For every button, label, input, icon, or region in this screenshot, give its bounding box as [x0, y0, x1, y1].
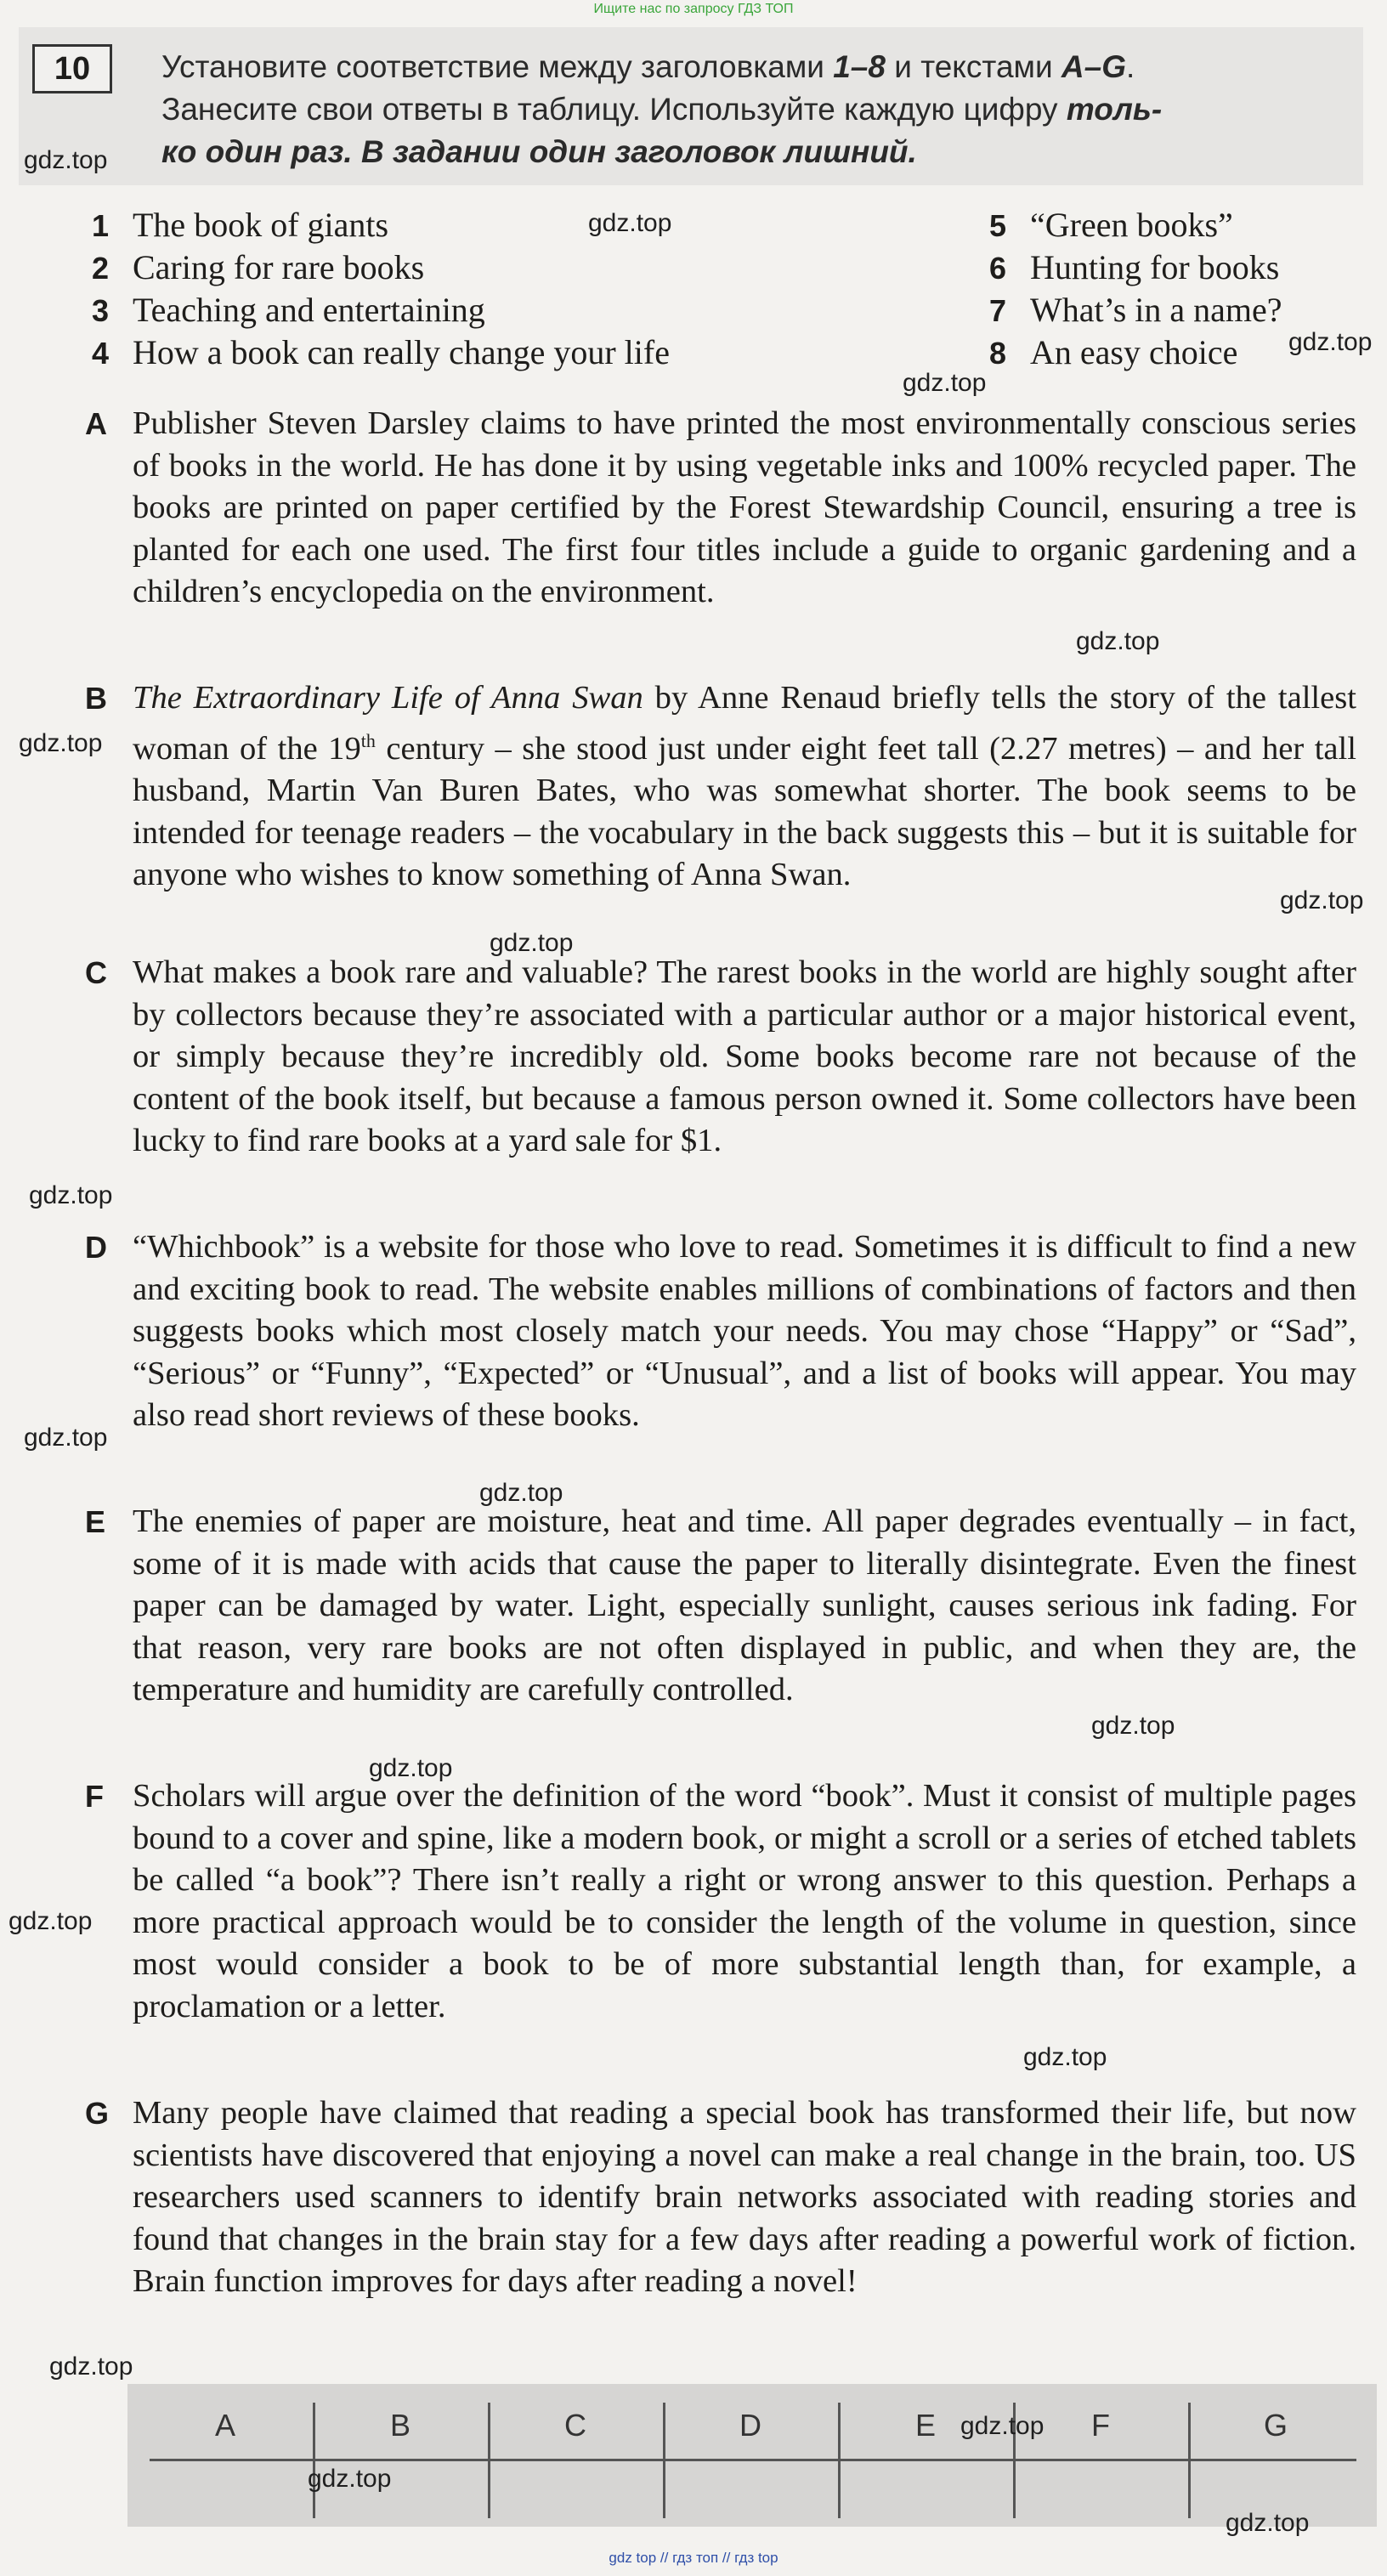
- watermark-gdz: gdz.top: [479, 1479, 563, 1507]
- answer-column-header: C: [564, 2408, 586, 2443]
- instruction-range: A–G: [1061, 49, 1126, 84]
- heading-text: An easy choice: [1030, 333, 1238, 371]
- heading-item: [92, 331, 670, 374]
- text-letter: B: [85, 681, 107, 716]
- heading-text: Caring for rare books: [133, 248, 425, 286]
- heading-number: 7: [989, 293, 1007, 328]
- text-letter: D: [85, 1230, 107, 1265]
- instruction-range: 1–8: [833, 49, 886, 84]
- instruction-part: и текстами: [885, 49, 1061, 84]
- text-letter: F: [85, 1779, 104, 1814]
- text-letter: G: [85, 2096, 110, 2131]
- answer-column-header: A: [214, 2408, 235, 2443]
- watermark-gdz: gdz.top: [1280, 886, 1364, 914]
- superscript: th: [360, 729, 376, 751]
- watermark-gdz: gdz.top: [588, 209, 672, 237]
- heading-text: What’s in a name?: [1030, 291, 1282, 329]
- heading-item: [92, 204, 388, 246]
- instruction-part: Установите соответствие между заголовками: [161, 49, 834, 84]
- heading-item: [92, 246, 424, 289]
- heading-number: 8: [989, 336, 1007, 371]
- answer-column-header: G: [1263, 2408, 1288, 2443]
- watermark-gdz: gdz.top: [369, 1754, 453, 1782]
- watermark-gdz: gdz.top: [1226, 2509, 1310, 2537]
- answer-table: [127, 2384, 1377, 2527]
- text-body: What makes a book rare and valuable? The rarest books in the world are highly sought after by collectors because they’re associated with a particular author or a major historical event, or simply because they’re incredibly old. Some books become rare not because of the content of the book itself, but because a famous person owned it. Some collectors have been lucky to find rare books at a yard sale for $1.: [133, 954, 1356, 1159]
- top-banner[interactable]: Ищите нас по запросу ГДЗ ТОП: [593, 2, 794, 16]
- text-body: Publisher Steven Darsley claims to have printed the most environmentally conscious series of books in the world. He has done it by using vegetable inks and 100% recycled paper. The books are printed on paper certified by the Forest Stewardship Council, ensuring a tree is planted for each one used. The first four titles include a guide to organic gardening and a children’s encyclopedia on the environment.: [133, 405, 1356, 610]
- instruction-bold: толь-: [1066, 92, 1163, 127]
- text-body: Many people have claimed that reading a special book has transformed their life, but now scientists have discovered that enjoying a novel can make a real change in the brain, too. US researchers used scanners to identify brain networks associated with reading stories and found that changes in the brain stay for a few days after reading a powerful work of fiction. Brain function improves for days after reading a novel!: [133, 2095, 1356, 2300]
- heading-number: 5: [989, 208, 1007, 243]
- footer-links[interactable]: gdz top // гдз топ // гдз top: [609, 2550, 778, 2566]
- heading-text: Hunting for books: [1030, 248, 1280, 286]
- text-body: [133, 677, 1356, 897]
- watermark-gdz: gdz.top: [903, 369, 987, 397]
- watermark-gdz: gdz.top: [1288, 328, 1373, 356]
- task-instruction: [161, 46, 1351, 173]
- instruction-bold: ко один раз. В задании один заголовок лишний.: [161, 134, 917, 169]
- heading-number: 4: [92, 336, 110, 371]
- heading-item: [989, 331, 1237, 374]
- watermark-gdz: gdz.top: [308, 2465, 392, 2493]
- heading-number: 3: [92, 293, 110, 328]
- text-letter: C: [85, 955, 107, 990]
- watermark-gdz: gdz.top: [24, 146, 108, 174]
- instruction-part: Занесите свои ответы в таблицу. Используйте каждую цифру: [161, 92, 1067, 127]
- heading-item: [92, 289, 485, 331]
- heading-number: 6: [989, 251, 1007, 286]
- heading-item: [989, 289, 1282, 331]
- heading-text: The book of giants: [133, 206, 389, 244]
- text-body: Scholars will argue over the definition of the word “book”. Must it consist of multiple pages bound to a cover and spine, like a modern book, or might a scroll or a series of etched tablets be called “a book”? There isn’t really a right or wrong answer to this question. Perhaps a more practical approach would be to consider the length of the volume in question, since most would consider a book to be of more substantial length than, for example, a proclamation or a letter.: [133, 1778, 1356, 2024]
- watermark-gdz: gdz.top: [19, 729, 103, 757]
- watermark-gdz: gdz.top: [490, 929, 574, 957]
- heading-number: 1: [92, 208, 110, 243]
- watermark-gdz: gdz.top: [1023, 2043, 1107, 2071]
- watermark-gdz: gdz.top: [1076, 627, 1160, 655]
- heading-number: 2: [92, 251, 110, 286]
- heading-text: “Green books”: [1030, 206, 1233, 244]
- heading-text: How a book can really change your life: [133, 333, 670, 371]
- text-part: century – she stood just under eight feet tall (2.27 metres) – and her tall husband, Martin Van Buren Bates, who was somewhat shorter. The book seems to be intended for teenage readers – the vocabulary in the back suggests this – but it is suitable for anyone who wishes to know something of Anna Swan.: [133, 730, 1356, 893]
- answer-table-divider: [150, 2459, 1356, 2461]
- watermark-gdz: gdz.top: [24, 1424, 108, 1452]
- heading-text: Teaching and entertaining: [133, 291, 485, 329]
- book-title: The Extraordinary Life of Anna Swan: [133, 680, 643, 716]
- watermark-gdz: gdz.top: [8, 1907, 93, 1935]
- watermark-gdz: gdz.top: [49, 2352, 133, 2381]
- text-body: The enemies of paper are moisture, heat and time. All paper degrades eventually – in fact, some of it is made with acids that cause the paper to literally disintegrate. Even the finest paper can be damaged by water. Light, especially sunlight, causes serious ink fading. For that reason, very rare books are not often displayed in public, and when they are, the temperature and humidity are carefully controlled.: [133, 1503, 1356, 1708]
- watermark-gdz: gdz.top: [29, 1181, 113, 1209]
- text-letter: E: [85, 1504, 106, 1539]
- text-letter: A: [85, 406, 107, 441]
- task-number: 10: [32, 44, 112, 93]
- instruction-part: .: [1125, 49, 1135, 84]
- answer-column-header: D: [739, 2408, 761, 2443]
- heading-item: [989, 246, 1279, 289]
- answer-column-header: B: [389, 2408, 410, 2443]
- answer-column-header: F: [1091, 2408, 1110, 2443]
- heading-item: [989, 204, 1233, 246]
- text-part: by Anne Renaud briefly tells the story of the tallest woman of the 19: [133, 680, 1356, 767]
- watermark-gdz: gdz.top: [960, 2412, 1044, 2440]
- watermark-gdz: gdz.top: [1091, 1712, 1175, 1740]
- text-body: “Whichbook” is a website for those who love to read. Sometimes it is difficult to find a new and exciting book to read. The website enables millions of combinations of factors and then suggests books which most closely match your needs. You may chose “Happy” or “Sad”, “Serious” or “Funny”, “Expected” or “Unusual”, and a list of books will appear. You may also read short reviews of these books.: [133, 1229, 1356, 1434]
- answer-column-header: E: [914, 2408, 936, 2443]
